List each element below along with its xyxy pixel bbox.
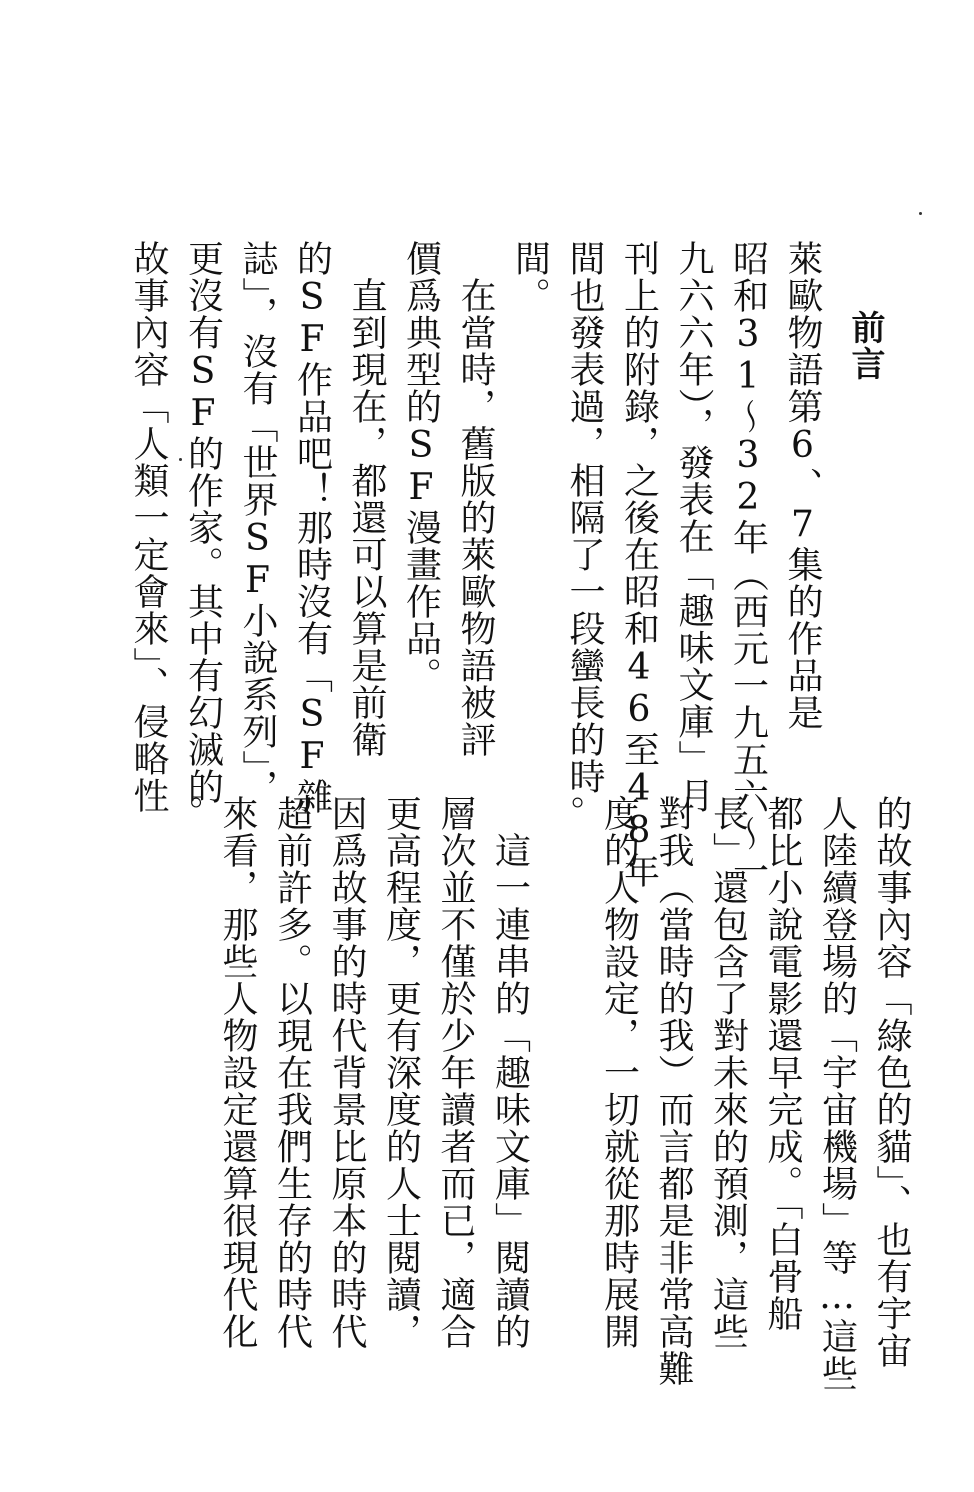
text-line: 的SF作品吧！那時沒有「SF雜 bbox=[291, 240, 333, 815]
page-title: 前言 bbox=[845, 310, 885, 382]
text-line: 這一連串的「趣味文庫」閱讀的 bbox=[489, 795, 531, 1350]
text-line: 對我（當時的我）而言都是非常高難 bbox=[653, 795, 694, 1387]
text-line: 來看，那些人物設定還算很現代化 bbox=[217, 795, 258, 1350]
text-line: 九六六年），發表在「趣味文庫」月 bbox=[673, 240, 714, 814]
text-line: 因爲故事的時代背景比原本的時代 bbox=[326, 795, 367, 1350]
scan-speck bbox=[919, 212, 922, 215]
text-line: 度的人物設定，一切就從那時展開 bbox=[598, 795, 640, 1350]
text-line: 長」還包含了對未來的預測，這些 bbox=[707, 795, 749, 1350]
scan-speck bbox=[179, 458, 182, 461]
text-line: 層次並不僅於少年讀者而已，適合 bbox=[435, 795, 476, 1350]
text-block-top bbox=[121, 240, 830, 889]
text-line: 。 bbox=[544, 795, 585, 832]
text-line: 直到現在，都還可以算是前衛 bbox=[346, 240, 387, 758]
text-line: 的故事內容「綠色的貓」、也有宇宙 bbox=[871, 795, 912, 1369]
text-line: 更沒有SF的作家。其中有幻滅的 bbox=[182, 240, 224, 805]
text-line: 都比小說電影還早完成。「白骨船 bbox=[762, 795, 803, 1332]
text-line: 故事內容「人類一定會來」、侵略性 bbox=[128, 240, 169, 814]
text-line: 間。 bbox=[509, 240, 551, 314]
text-line: 刊上的附錄，之後在昭和46至48年 bbox=[618, 240, 660, 889]
text-line: 價爲典型的SF漫畫作品。 bbox=[400, 240, 442, 694]
text-line: 昭和31～32年（西元一九五六～一 bbox=[727, 240, 769, 889]
text-line: 誌」，沒有「世界SF小說系列」， bbox=[237, 240, 278, 806]
text-block-bottom bbox=[155, 795, 918, 1392]
text-line: 超前許多。以現在我們生存的時代 bbox=[271, 795, 313, 1350]
text-line: 在當時，舊版的萊歐物語被評 bbox=[455, 240, 496, 758]
text-line: 人陸續登場的「宇宙機場」等…這些 bbox=[816, 795, 858, 1392]
text-line: 更高程度，更有深度的人士閱讀， bbox=[380, 795, 422, 1350]
text-line: 間也發表過，相隔了一段蠻長的時 bbox=[564, 240, 605, 795]
text-line: 萊歐物語第6、7集的作品是 bbox=[782, 240, 823, 731]
text-line: 。 bbox=[162, 795, 204, 832]
